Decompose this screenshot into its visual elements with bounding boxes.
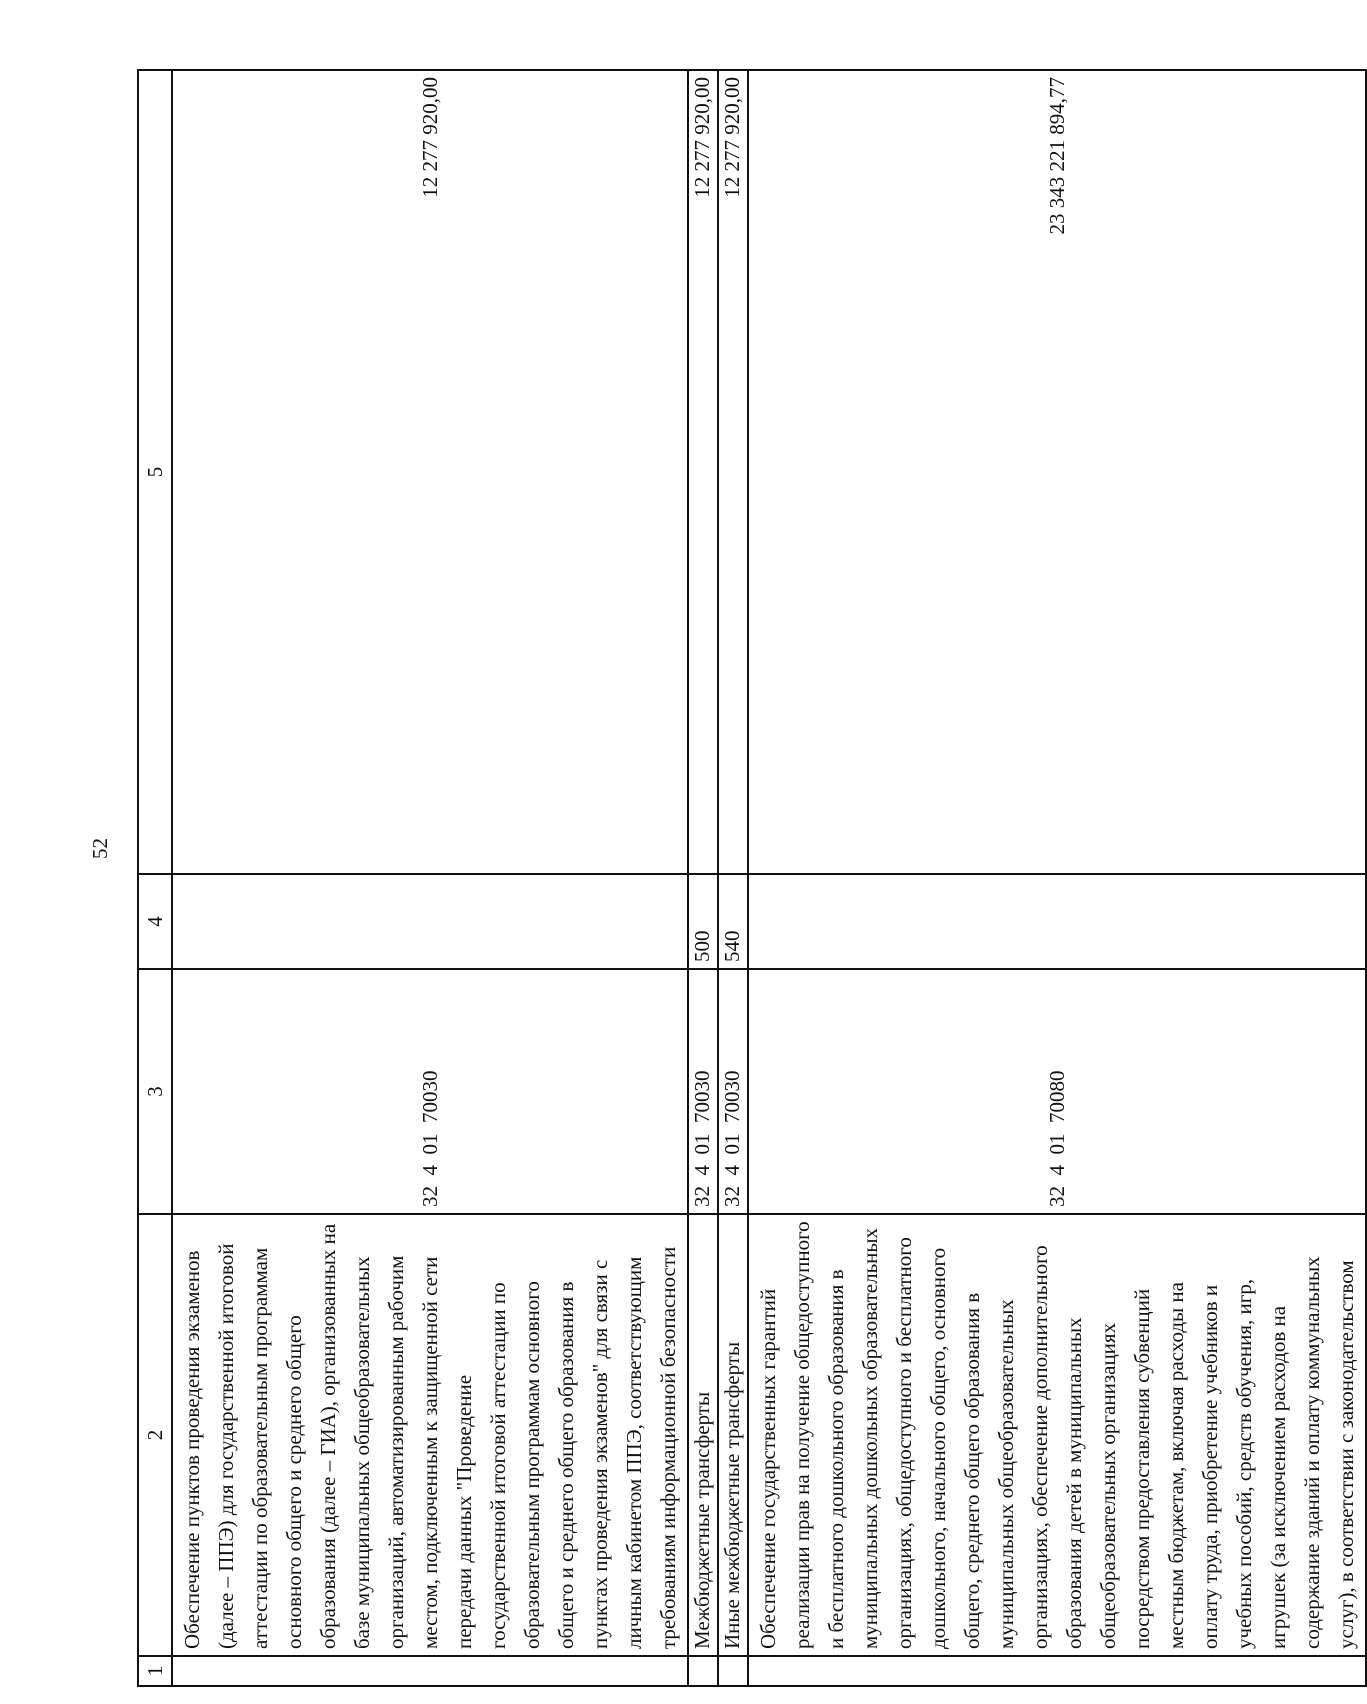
table-row bbox=[688, 70, 718, 1686]
row-expense-kind bbox=[172, 874, 688, 969]
header-col-1: 1 bbox=[138, 1656, 172, 1686]
row-number-cell bbox=[748, 1656, 1366, 1686]
row-description: Межбюджетные трансферты bbox=[688, 1214, 718, 1656]
row-amount: 12 277 920,00 bbox=[172, 70, 688, 874]
header-col-4: 4 bbox=[138, 874, 172, 969]
table-row bbox=[172, 70, 688, 1686]
row-amount: 23 343 221 894,77 bbox=[748, 70, 1366, 874]
row-description: Обеспечение государственных гарантий реализации прав на получение общедоступного и бесплатного дошкольного образования в муниципальных дошкольных образовательных организациях, общедоступного и бесплатного дошкольного, начального общего, основного общего, среднего общего образования в муниципальных общеобразовательных организациях, обеспечение дополнительного образования детей в муниципальных общеобразовательных организациях посредством предоставления субвенций местным бюджетам, включая расходы на оплату труда, приобретение учебников и учебных пособий, средств обучения, игр, игрушек (за исключением расходов на содержание зданий и оплату коммунальных услуг), в соответствии с законодательством bbox=[748, 1214, 1366, 1656]
row-code: 32 4 01 70030 bbox=[718, 969, 748, 1214]
rotated-table-frame bbox=[137, 71, 1358, 1687]
header-col-5: 5 bbox=[138, 70, 172, 874]
row-number-cell bbox=[718, 1656, 748, 1686]
row-code: 32 4 01 70030 bbox=[172, 969, 688, 1214]
row-description: Иные межбюджетные трансферты bbox=[718, 1214, 748, 1656]
row-description: Обеспечение пунктов проведения экзаменов (далее – ППЭ) для государственной итоговой аттестации по образовательным программам основного общего и среднего общего образования (далее – ГИА), организованных на базе муниципальных общеобразовательных организаций, автоматизированным рабочим местом, подключенным к защищенной сети передачи данных "Проведение государственной итоговой аттестации по образовательным программам основного общего и среднего общего образования в пунктах проведения экзаменов" для связи с личным кабинетом ППЭ, соответствующим требованиям информационной безопасности bbox=[172, 1214, 688, 1656]
budget-table bbox=[137, 69, 1367, 1687]
row-number-cell bbox=[688, 1656, 718, 1686]
row-expense-kind bbox=[748, 874, 1366, 969]
row-expense-kind: 540 bbox=[718, 874, 748, 969]
header-row bbox=[138, 70, 172, 1686]
page-number: 52 bbox=[88, 838, 112, 859]
table-row bbox=[748, 70, 1366, 1686]
row-amount: 12 277 920,00 bbox=[718, 70, 748, 874]
row-code: 32 4 01 70030 bbox=[688, 969, 718, 1214]
row-amount: 12 277 920,00 bbox=[688, 70, 718, 874]
budget-table-container bbox=[137, 71, 1358, 1687]
row-expense-kind: 500 bbox=[688, 874, 718, 969]
row-code: 32 4 01 70080 bbox=[748, 969, 1366, 1214]
header-col-2: 2 bbox=[138, 1214, 172, 1656]
row-number-cell bbox=[172, 1656, 688, 1686]
header-col-3: 3 bbox=[138, 969, 172, 1214]
table-row bbox=[718, 70, 748, 1686]
